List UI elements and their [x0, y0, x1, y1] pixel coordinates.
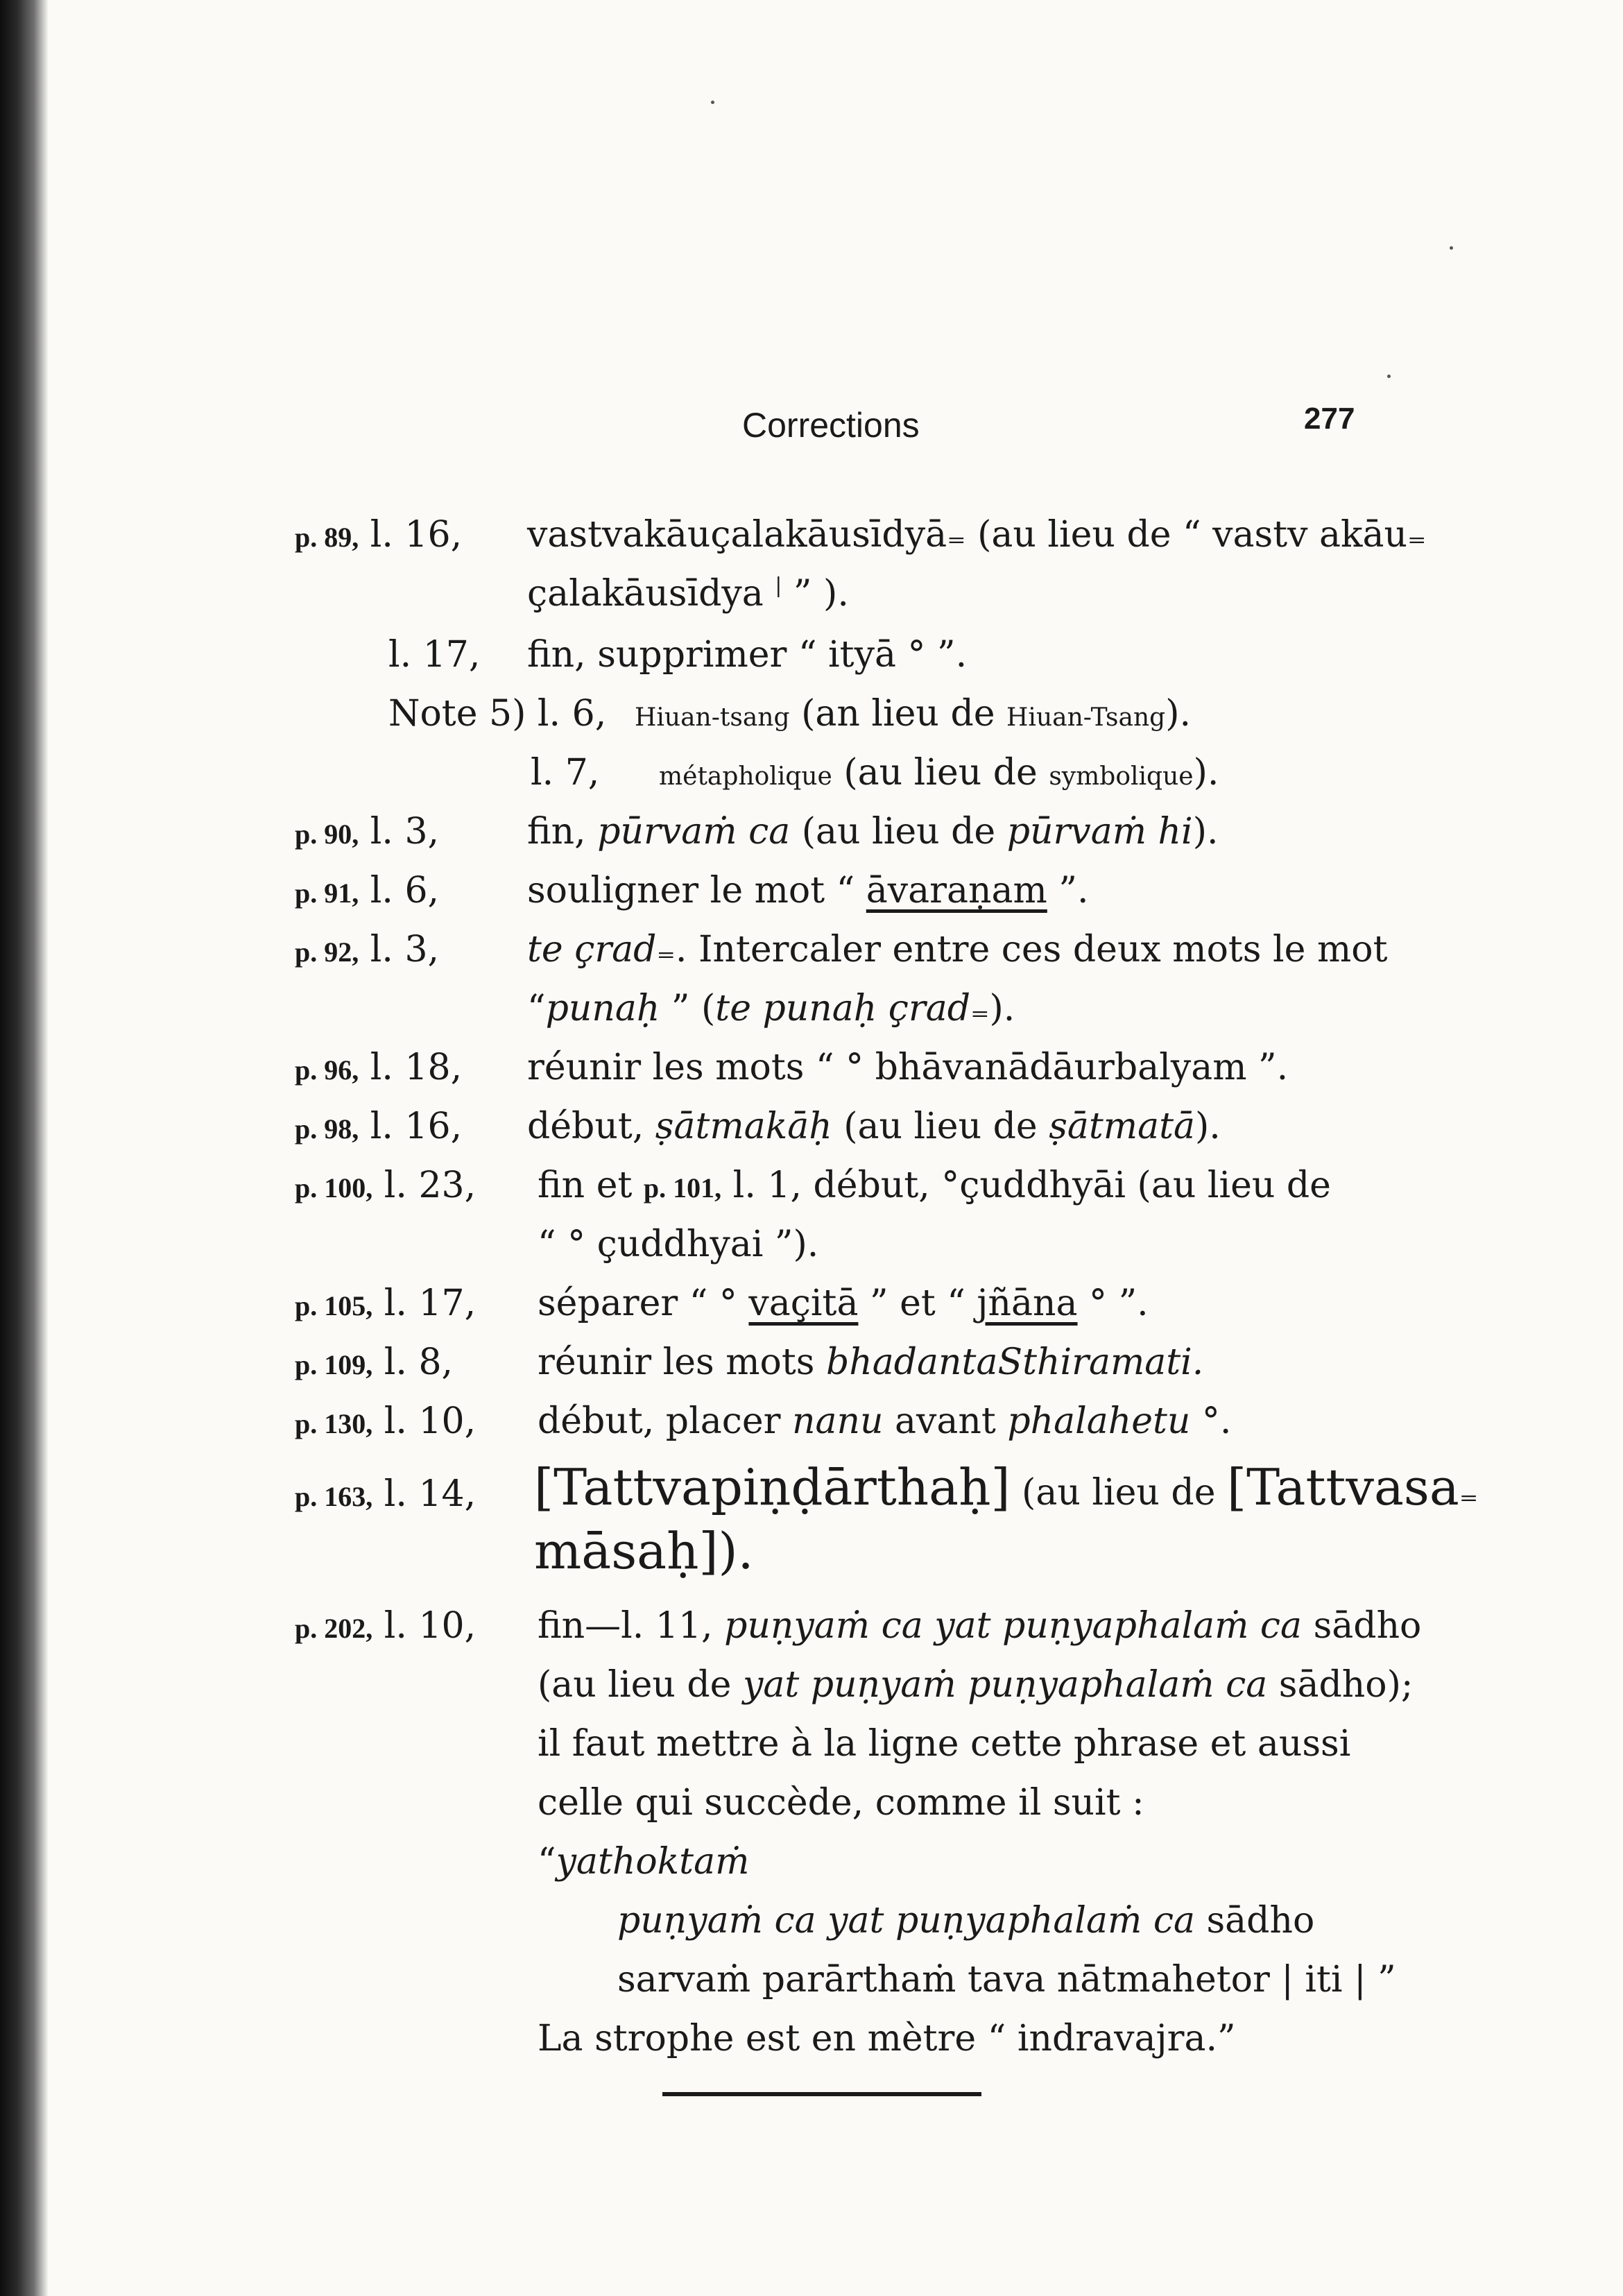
correction-text: ° ”. — [1077, 1283, 1149, 1324]
italic-term: punaḥ — [545, 988, 660, 1029]
correction-text: [Tattvapiṇḍārthaḥ] (au lieu de [Tattvasa₌ — [534, 1458, 1479, 1516]
underlined-term: vaçitā — [748, 1283, 859, 1324]
page-ref: p. 109, — [295, 1349, 373, 1380]
verse-line — [617, 1900, 1315, 1942]
line-ref: l. 14, — [384, 1473, 476, 1515]
page-ref: p. 100, — [295, 1172, 373, 1203]
correction-entry — [295, 1342, 454, 1383]
italic-term: ṣātmakāḥ — [655, 1106, 832, 1147]
correction-text: (au lieu de — [1010, 1472, 1228, 1514]
correction-entry — [295, 870, 440, 911]
correction-text: (au lieu de — [790, 811, 1007, 853]
italic-term: te punaḥ çrad — [715, 988, 971, 1029]
correction-text: fin, — [527, 811, 598, 853]
closing-rule — [662, 2092, 981, 2096]
italic-term: puṇyaṁ ca yat puṇyaphalaṁ ca — [617, 1900, 1195, 1942]
page-ref: p. 202, — [295, 1613, 373, 1644]
correction-text — [538, 1165, 1331, 1206]
correction-text — [538, 1605, 1422, 1647]
page-ref: p. 96, — [295, 1054, 359, 1086]
correction-entry — [295, 514, 463, 556]
note-label: Note 5) — [388, 693, 526, 735]
italic-term: yat puṇyaṁ puṇyaphalaṁ ca — [742, 1664, 1268, 1706]
correction-entry — [295, 1165, 476, 1206]
correction-text — [527, 811, 1219, 853]
correction-text: (au lieu de — [832, 1106, 1049, 1147]
line-ref: l. 18, — [370, 1047, 463, 1088]
correction-text — [527, 870, 1089, 911]
correction-text: celle qui succède, comme il suit : — [538, 1782, 1144, 1824]
correction-text: ). — [1194, 1106, 1221, 1147]
correction-text: (au lieu de — [832, 752, 1049, 794]
correction-text: çalakāusīdya — [527, 573, 764, 615]
correction-text — [635, 693, 1192, 735]
page-ref: p. 92, — [295, 936, 359, 968]
correction-text — [538, 1342, 1204, 1383]
correction-text — [538, 1283, 1149, 1324]
correction-text — [538, 1400, 1232, 1442]
italic-term: yathoktaṁ — [556, 1841, 750, 1883]
underlined-term: jñāna — [977, 1283, 1078, 1324]
correction-text: ” et “ — [858, 1283, 977, 1324]
page-ref: p. 98, — [295, 1113, 359, 1145]
correction-text: ). — [1192, 811, 1219, 853]
correction-text: ). — [989, 988, 1015, 1029]
line-ref: l. 16, — [370, 1106, 463, 1147]
page-ref: p. 105, — [295, 1290, 373, 1321]
line-ref: l. 10, — [384, 1400, 476, 1442]
line-ref: l. 6, — [370, 870, 440, 911]
line-ref: l. 10, — [384, 1605, 476, 1647]
correction-text: (an lieu de — [789, 693, 1007, 735]
correction-entry — [295, 929, 440, 970]
italic-term: pūrvaṁ hi — [1006, 811, 1193, 853]
correction-entry — [295, 1047, 463, 1088]
correction-text: “ — [538, 1841, 556, 1883]
large-term: [Tattvapiṇḍārthaḥ] — [534, 1458, 1011, 1516]
correction-text: fin et — [538, 1165, 644, 1206]
correction-entry — [295, 1473, 476, 1515]
correction-text: “ ° çuddhyai ”). — [538, 1224, 819, 1265]
large-term: māsaḥ]). — [534, 1522, 754, 1580]
correction-text: (au lieu de “ vastv akāu — [965, 514, 1408, 556]
correction-text: séparer “ ° — [538, 1283, 749, 1324]
correction-text: La strophe est en mètre “ indravajra.” — [538, 2018, 1236, 2059]
correction-text: sādho — [1194, 1900, 1315, 1942]
italic-term: te çrad — [527, 929, 657, 970]
correction-text: “ — [527, 988, 546, 1029]
page-ref: p. 91, — [295, 877, 359, 909]
correction-text: avant — [883, 1400, 1008, 1442]
correction-entry — [295, 1108, 462, 1145]
large-term: [Tattvasa — [1227, 1458, 1459, 1516]
line-ref: l. 6, — [537, 693, 607, 735]
correction-text: te çrad₌. Intercaler entre ces deux mots le mot — [527, 929, 1388, 970]
verse-opening — [538, 1841, 750, 1883]
speck — [1387, 375, 1391, 378]
correction-text: ). — [1165, 693, 1192, 735]
correction-text: çalakāusīdya | ” ). — [527, 573, 849, 615]
correction-text: l. 1, début, °çuddhyāi (au lieu de — [721, 1165, 1331, 1206]
italic-term: phalahetu — [1007, 1400, 1191, 1442]
correction-text: fin—l. 11, — [538, 1605, 725, 1647]
correction-text: ). — [1193, 752, 1219, 794]
speck — [1450, 246, 1453, 250]
page-ref: p. 101, — [643, 1172, 722, 1203]
line-ref: l. 3, — [370, 929, 440, 970]
line-ref: l. 8, — [384, 1342, 454, 1383]
correction-text — [538, 1664, 1414, 1706]
line-ref: l. 7, — [531, 752, 600, 794]
verse-line: sarvaṁ parārthaṁ tava nātmahetor | iti | ” — [617, 1959, 1396, 2001]
page-ref: p. 90, — [295, 819, 359, 850]
note-ref — [388, 693, 607, 735]
correction-text: symbolique — [1049, 762, 1194, 791]
line-ref: l. 16, — [370, 514, 463, 556]
correction-text: vastvakāuçalakāusīdyā₌ (au lieu de “ vastv akāu₌ — [527, 514, 1427, 556]
correction-text: ”. — [1047, 870, 1089, 911]
correction-text: métapholique — [659, 762, 832, 791]
correction-text: . Intercaler entre ces deux mots le mot — [675, 929, 1388, 970]
line-ref: l. 23, — [384, 1165, 476, 1206]
correction-entry — [295, 1605, 476, 1647]
correction-entry — [295, 1283, 476, 1324]
underlined-term: āvaraṇam — [866, 870, 1047, 911]
correction-text: réunir les mots — [538, 1342, 826, 1383]
line-ref: l. 17, — [384, 1283, 476, 1324]
italic-term: puṇyaṁ ca yat puṇyaphalaṁ ca — [724, 1605, 1303, 1647]
italic-term: pūrvaṁ ca — [597, 811, 791, 853]
speck — [711, 101, 714, 104]
page-ref: p. 163, — [295, 1481, 373, 1512]
correction-text — [534, 1522, 754, 1580]
italic-term: ṣātmatā — [1049, 1106, 1195, 1147]
correction-text — [659, 752, 1219, 794]
correction-text: ” ( — [660, 988, 716, 1029]
correction-text: début, placer — [538, 1400, 792, 1442]
correction-text: (au lieu de — [538, 1664, 743, 1706]
correction-text: réunir les mots “ ° bhāvanādāurbalyam ”. — [527, 1047, 1289, 1088]
line-ref: l. 17, — [388, 634, 481, 676]
correction-text: ” ). — [793, 573, 849, 615]
correction-text: il faut mettre à la ligne cette phrase et aussi — [538, 1723, 1351, 1765]
correction-entry — [295, 1400, 476, 1442]
correction-text: sādho — [1302, 1605, 1422, 1647]
correction-text — [527, 1108, 1221, 1145]
running-header-title: Corrections — [742, 406, 920, 445]
correction-text: °. — [1190, 1400, 1232, 1442]
correction-text: Hiuan-tsang — [635, 703, 790, 732]
correction-text: Hiuan-Tsang — [1006, 703, 1166, 732]
correction-text: fin, supprimer “ ityā ° ”. — [527, 634, 968, 676]
page-binding-shadow — [0, 0, 49, 2296]
correction-text: début, — [527, 1106, 655, 1147]
correction-text: sādho); — [1267, 1664, 1414, 1706]
page-ref: p. 89, — [295, 522, 359, 553]
page-number: 277 — [1304, 402, 1355, 436]
correction-text: “punaḥ ” (te punaḥ çrad₌). — [527, 988, 1015, 1029]
correction-text: souligner le mot “ — [527, 870, 866, 911]
page-ref: p. 130, — [295, 1408, 373, 1439]
correction-entry — [295, 811, 440, 853]
correction-text: vastvakāuçalakāusīdyā — [527, 514, 947, 556]
italic-term: nanu — [792, 1400, 884, 1442]
italic-term: bhadantaSthiramati. — [825, 1342, 1204, 1383]
line-ref: l. 3, — [370, 811, 440, 853]
